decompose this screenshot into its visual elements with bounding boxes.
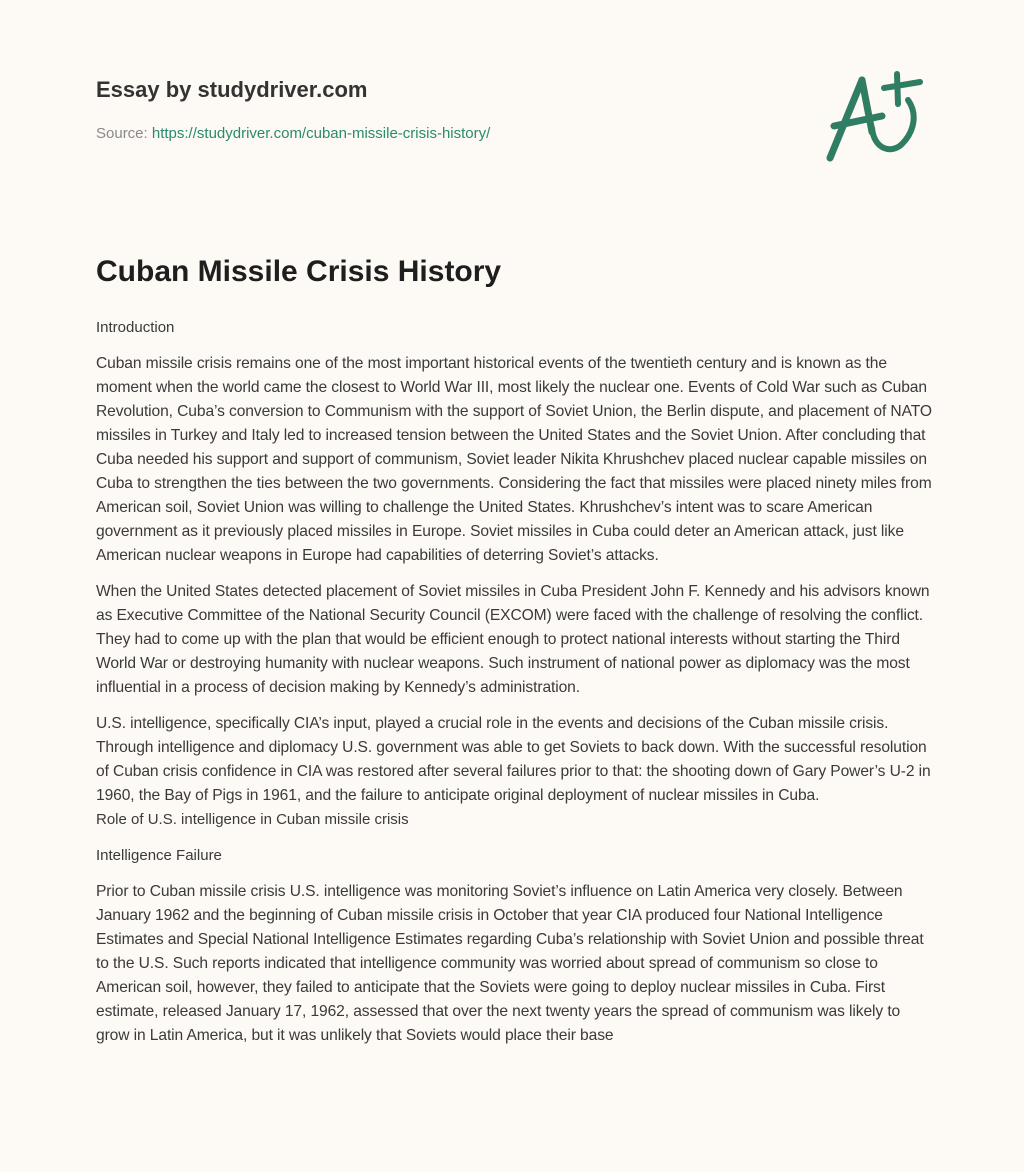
paragraph: Prior to Cuban missile crisis U.S. intelligence was monitoring Soviet’s influence on Latin America very closely. Between January 1962 and the beginning of Cuban missile crisis in October that year CIA produced four National Intelligence Estimates and Special National Intelligence Estimates regarding Cuba’s relationship with Soviet Union and possible threat to the U.S. Such reports indicated that intelligence community was worried about spread of communism so close to American soil, however, they failed to anticipate that the Soviets were going to deploy nuclear missiles in Cuba. First estimate, released January 17, 1962, assessed that over the next twenty years the spread of communism was likely to grow in Latin America, but it was unlikely that Soviets would place their base [96,883,924,1044]
page-title: Cuban Missile Crisis History [96,255,502,288]
site-title: Essay by studydriver.com [96,77,368,102]
section-heading-introduction: Introduction [96,319,175,336]
a-plus-grade-icon [822,66,932,166]
source-label: Source: [96,125,152,142]
section-heading-intelligence-failure: Intelligence Failure [96,847,222,864]
essay-header [96,76,796,144]
paragraph: Cuban missile crisis remains one of the most important historical events of the twentieth century and is known as the moment when the world came the closest to World War III, most likely the nuclear one. Events of Cold War such as Cuban Revolution, Cuba’s conversion to Communism with the support of Soviet Union, the Berlin dispute, and placement of NATO missiles in Turkey and Italy led to increased tension between the United States and the Soviet Union. After concluding that Cuba needed his support and support of communism, Soviet leader Nikita Khrushchev placed nuclear capable missiles on Cuba to strengthen the ties between the two governments. Considering the fact that missiles were placed ninety miles from American soil, Soviet Union was willing to challenge the United States. Khrushchev’s intent was to scare American government as it previously placed missiles in Europe. Soviet missiles in Cuba could deter an American attack, just like American nuclear weapons in Europe had capabilities of deterring Soviet’s attacks. [96,355,932,564]
section-heading-role-of-intelligence: Role of U.S. intelligence in Cuban missile crisis [96,811,409,828]
paragraph: U.S. intelligence, specifically CIA’s input, played a crucial role in the events and decisions of the Cuban missile crisis. Through intelligence and diplomacy U.S. government was able to get Soviets to back down. With the successful resolution of Cuban crisis confidence in CIA was restored after several failures prior to that: the shooting down of Gary Power’s U-2 in 1960, the Bay of Pigs in 1961, and the failure to anticipate original deployment of nuclear missiles in Cuba. [96,715,931,804]
paragraph: When the United States detected placement of Soviet missiles in Cuba President John F. Kennedy and his advisors known as Executive Committee of the National Security Council (EXCOM) were faced with the challenge of resolving the conflict. They had to come up with the plan that would be efficient enough to protect national interests without starting the Third World War or destroying humanity with nuclear weapons. Such instrument of national power as diplomacy was the most influential in a process of decision making by Kennedy’s administration. [96,583,930,696]
essay-body [96,252,932,1060]
source-line [96,124,796,144]
source-link[interactable]: https://studydriver.com/cuban-missile-crisis-history/ [151,125,491,142]
